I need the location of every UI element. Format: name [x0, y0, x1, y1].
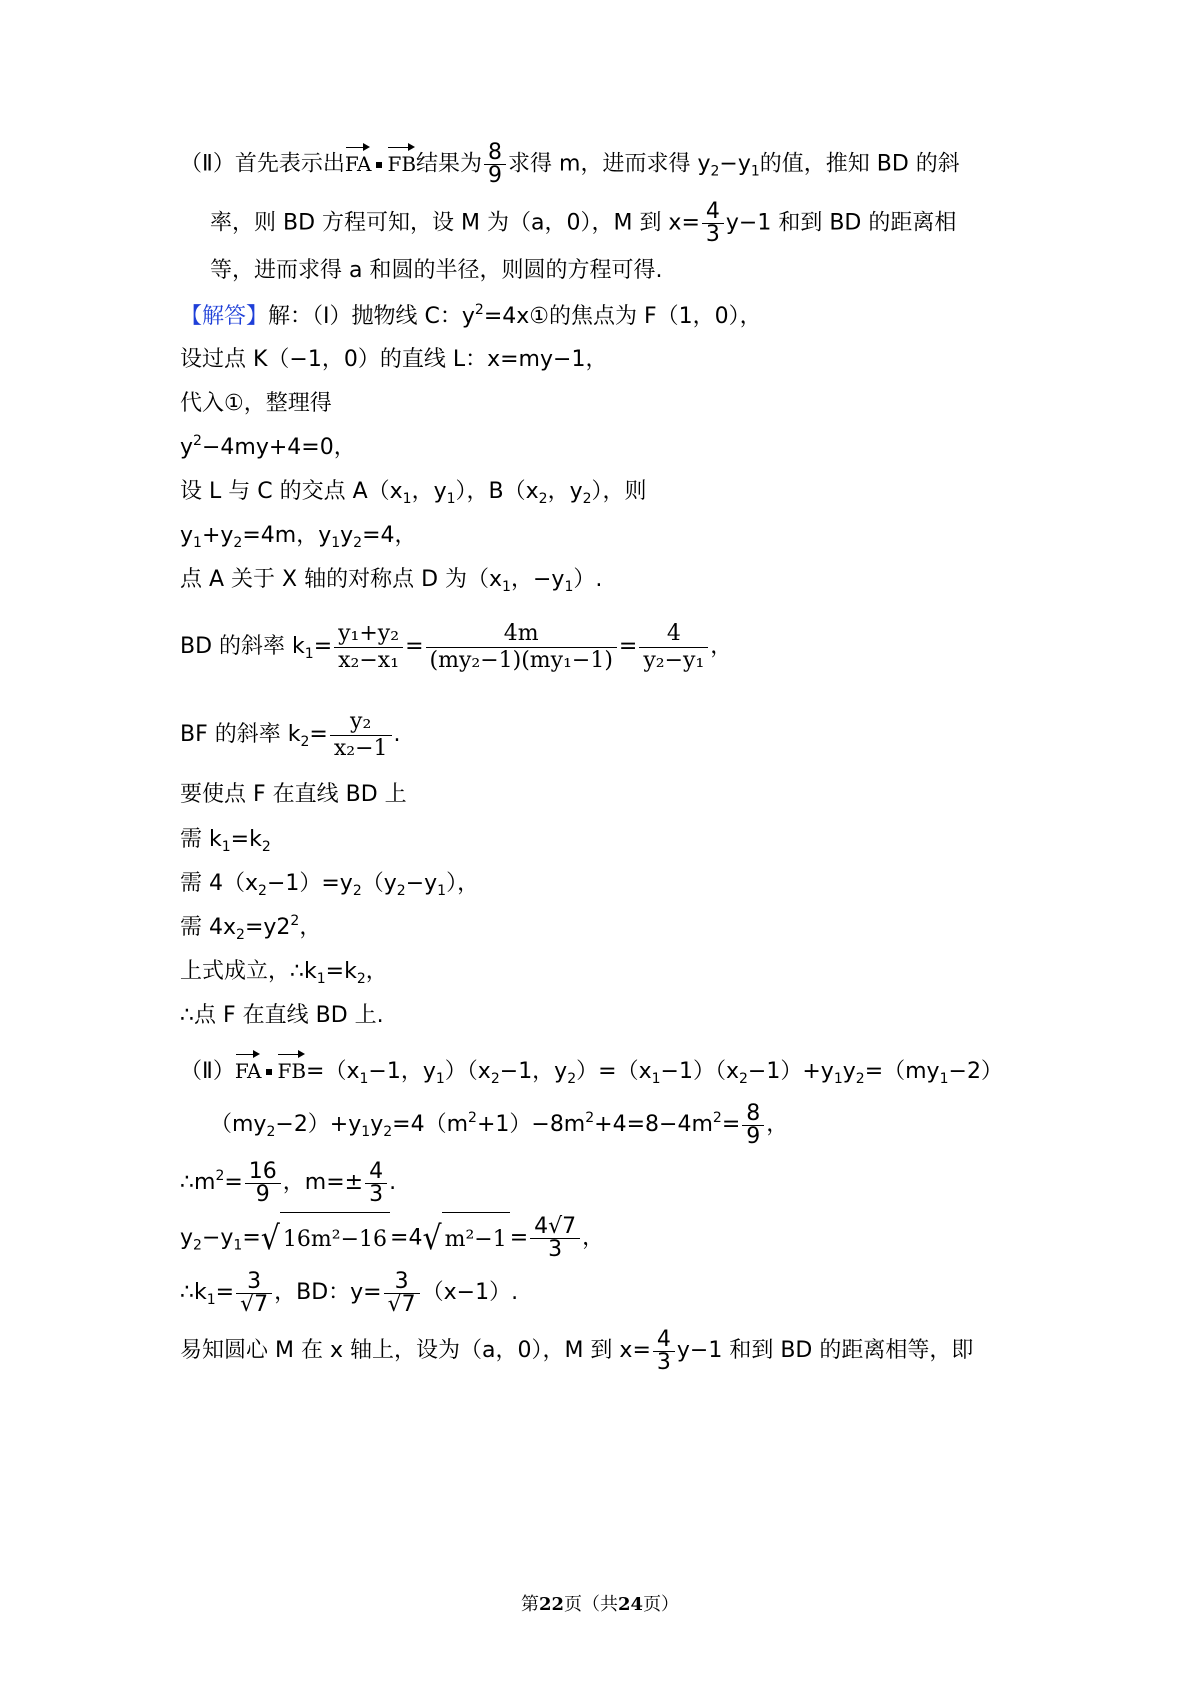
fraction: $\frac{\text{y₁+y₂}}{\text{x₂−x₁}}$ [334, 621, 403, 674]
solution-line-8: BD 的斜率 $k_1=$ $\frac{\text{y₁+y₂}}{\text{x₂−x₁}}$ = $\frac{4m}{\text{(my₂−1)(my₁−1)}}$ = $\frac{4}{\text{y₂−y₁}}$ ， [180, 620, 733, 673]
vector-fb: FB [277, 1050, 306, 1086]
solution-line-3: 代入①，整理得 [180, 391, 332, 416]
solution-line-11: 需 $k_1=k_2$ [180, 827, 271, 855]
fraction: $\frac{4m}{\text{(my₂−1)(my₁−1)}}$ [426, 621, 617, 674]
fraction: $\frac{\text{y₂}}{\text{x₂−1}}$ [330, 709, 392, 762]
fraction: $\frac{16}{9}$ [245, 1161, 281, 1206]
analysis-line-3: 等，进而求得 a 和圆的半径，则圆的方程可得. [210, 258, 663, 283]
answer-tag: 【解答】 [180, 304, 269, 329]
solution-line-10: 要使点 F 在直线 BD 上 [180, 782, 407, 807]
fraction: $\frac{8}{9}$ [742, 1103, 764, 1148]
solution-line-6: $y_1+y_2=4m$，$y_1y_2=4$， [180, 523, 417, 551]
solution-line-15: ∴点 F 在直线 BD 上. [180, 1003, 384, 1028]
fraction: $\frac{4}{3}$ [653, 1329, 675, 1374]
page-number: 22 [538, 1594, 564, 1615]
vector-fa: FA [345, 143, 372, 179]
part2-line-4: $y_2-y_1=√$ 16m²−16 =4√ m²−1 = $\frac{4√7}{3}$ ， [180, 1212, 604, 1265]
page-footer: 第22页（共24页） [520, 1594, 680, 1615]
fraction: $\frac{4√7}{3}$ [530, 1216, 580, 1261]
part2-line-1: （Ⅱ）FA $FB=(x_1-1$，$y_1)(x_2-1$，$y_2)=(x_1-1)(x_2-1)+y_1y_2=(my_1-2)$ [180, 1050, 1003, 1087]
square-root: √ m²−1 [422, 1212, 509, 1265]
fraction: $\frac{3}{√7}$ [384, 1271, 420, 1316]
solution-line-9: BF 的斜率 $k_2=$ $\frac{\text{y₂}}{\text{x₂−1}}$ . [180, 708, 401, 761]
dot-product-icon [266, 1069, 272, 1075]
vector-fb: FB [387, 143, 416, 179]
fraction: $\frac{4}{3}$ [702, 201, 724, 246]
analysis-line-2: 率，则 BD 方程可知，设 M 为（a，0），M 到 x= $\frac{4}{3}$ y−1 和到 BD 的距离相 [210, 199, 957, 247]
solution-line-1: 【解答】解：（Ⅰ）抛物线 C：$y^2=4x①$的焦点为 F（1，0）， [180, 302, 762, 329]
part2-line-6: 易知圆心 M 在 x 轴上，设为（a，0），M 到 x= $\frac{4}{3}$ y−1 和到 BD 的距离相等，即 [180, 1326, 974, 1375]
solution-line-14: 上式成立，$\therefore k_1=k_2$， [180, 959, 388, 987]
fraction: $\frac{8}{9}$ [484, 142, 506, 187]
fraction: $\frac{3}{√7}$ [236, 1271, 272, 1316]
fraction: $\frac{4}{3}$ [365, 1161, 387, 1206]
solution-line-13: 需 $4x_2=y2^2$， [180, 913, 322, 943]
solution-line-5: 设 L 与 C 的交点 $A(x_1$，$y_1$），$B(x_2$，$y_2$），则 [180, 479, 647, 507]
part2-line-2: $(my_2-2)+y_1y_2=4(m^2+1)-8m^2+4=8-4m^2=$ $\frac{8}{9}$ ， [210, 1100, 789, 1149]
solution-line-12: 需 $4(x_2-1)=y_2(y_2-y_1)$， [180, 871, 480, 899]
part2-line-3: $\therefore m^2=$ $\frac{16}{9}$ ，m=± $\frac{4}{3}$ . [180, 1158, 397, 1207]
square-root: √ 16m²−16 [261, 1212, 390, 1265]
analysis-line-1: （Ⅱ）首先表示出FA FB结果为 $\frac{8}{9}$ 求得 m，进而求得 $y_2-y_1$的值，推知 BD 的斜 [180, 140, 960, 188]
vector-fa: FA [235, 1050, 262, 1086]
solution-line-7: 点 A 关于 X 轴的对称点 D 为（$x_1$，$-y_1$）. [180, 567, 603, 595]
solution-line-4: $y^2-4my+4=0$， [180, 433, 356, 460]
fraction: $\frac{4}{\text{y₂−y₁}}$ [639, 621, 708, 674]
dot-product-icon [376, 162, 382, 168]
total-pages: 24 [618, 1594, 644, 1615]
part2-line-5: $\therefore k_1=$ $\frac{3}{√7}$ ，BD：y= $\frac{3}{√7}$ （x−1）. [180, 1268, 519, 1317]
solution-line-2: 设过点 K（−1，0）的直线 L：x=my−1， [180, 347, 608, 372]
